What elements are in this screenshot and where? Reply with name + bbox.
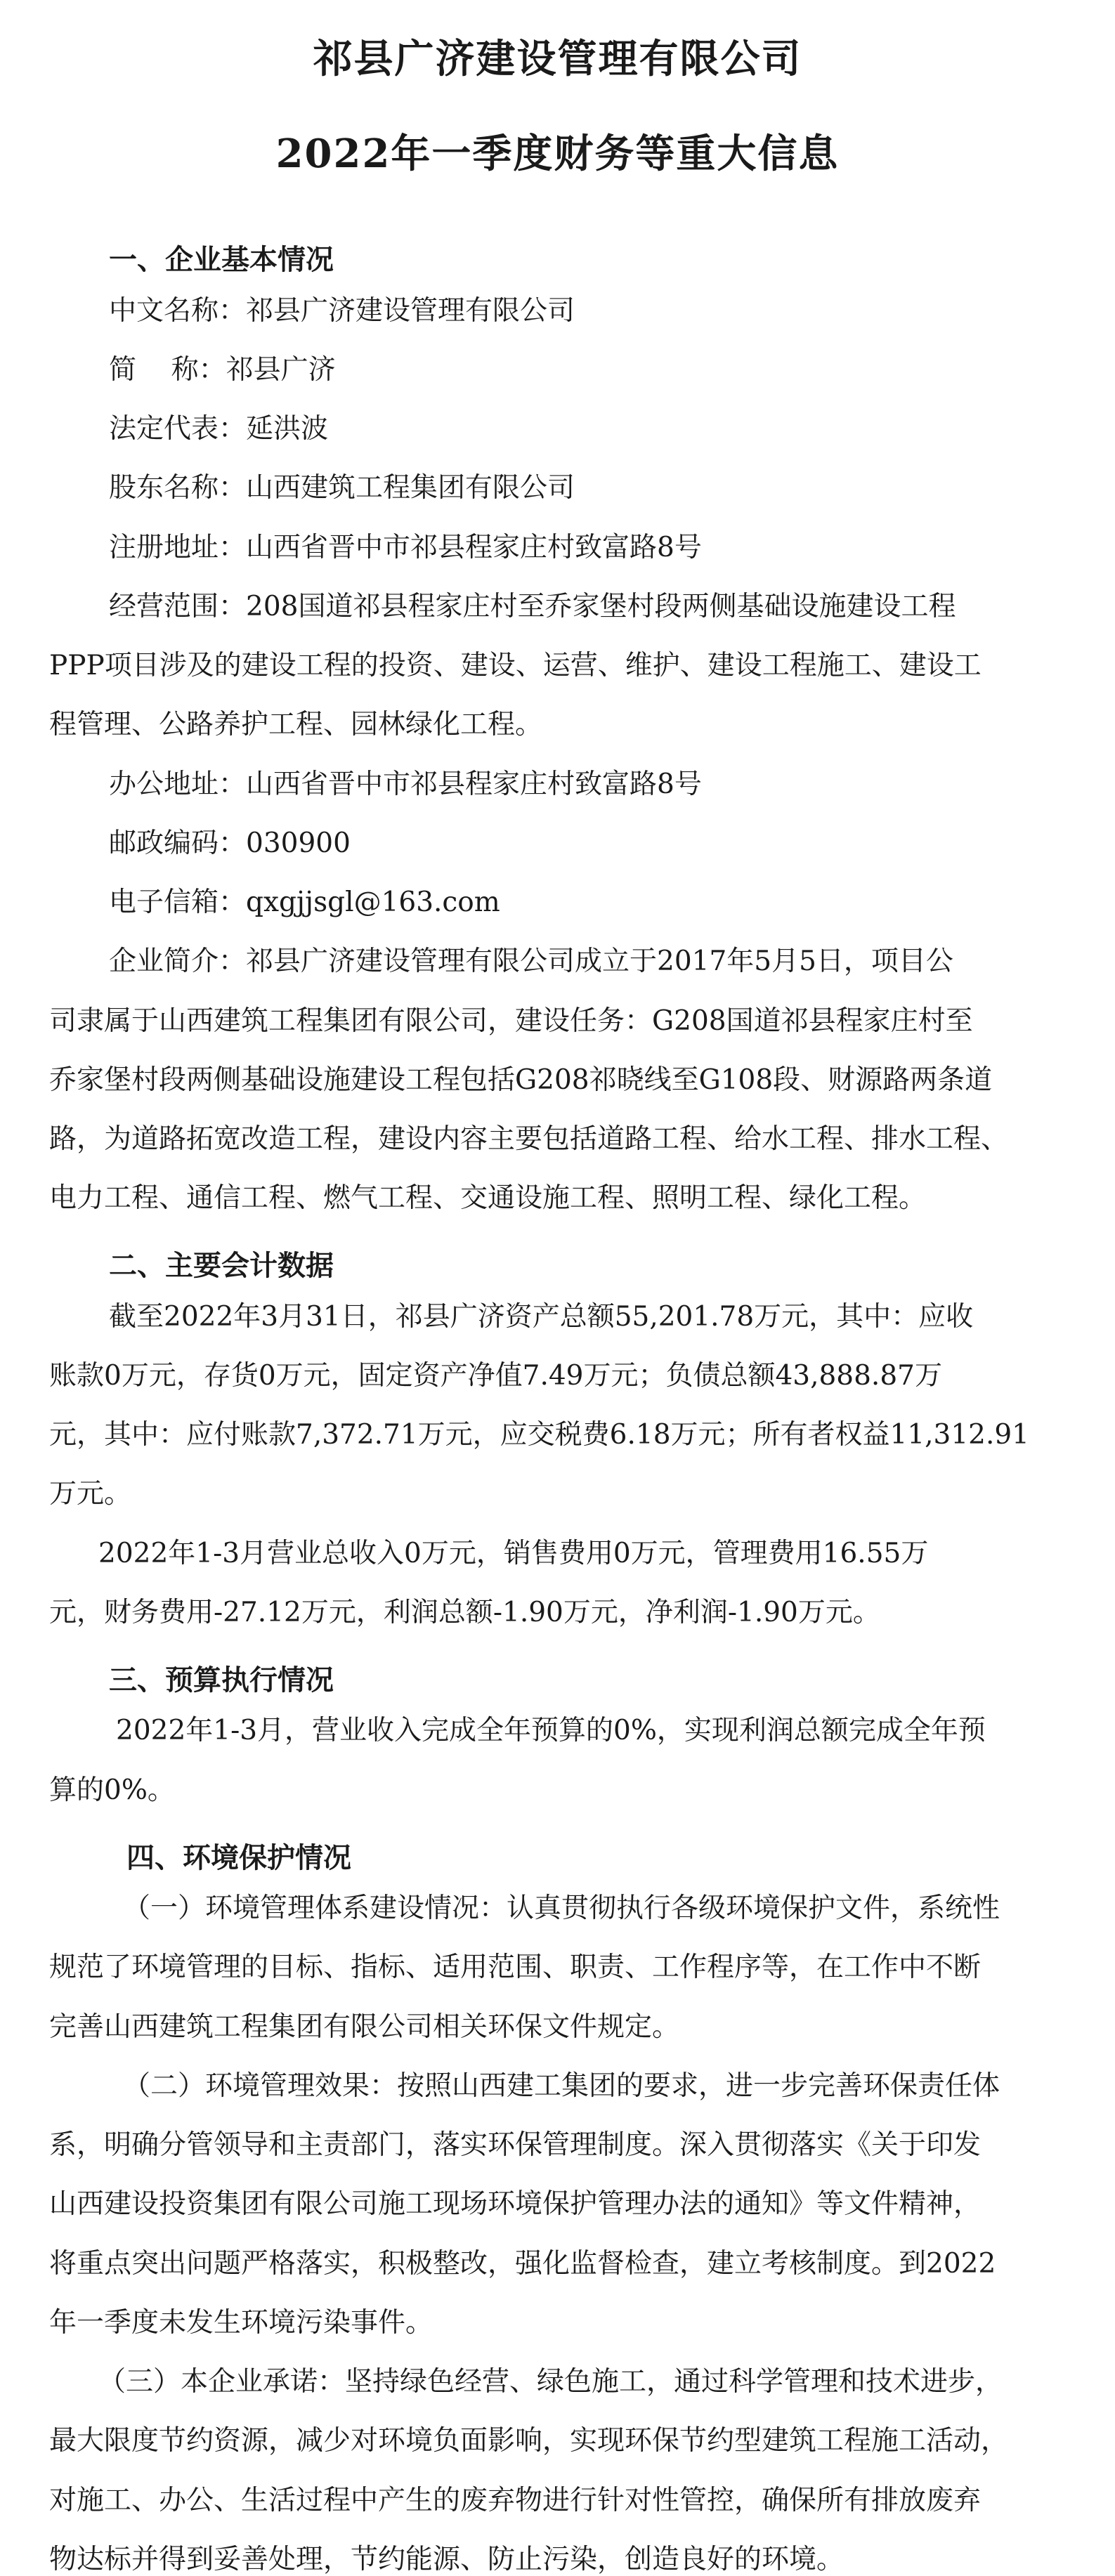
legal-rep-line: 法定代表：延洪波: [109, 413, 329, 445]
env-p3-line-1: （三）本企业承诺：坚持绿色经营、绿色施工，通过科学管理和技术进步，: [98, 2366, 1003, 2398]
shareholder-line: 股东名称：山西建筑工程集团有限公司: [109, 472, 575, 504]
section-heading-accounting: 二、主要会计数据: [109, 1250, 334, 1282]
accounting-line-4: 万元。: [49, 1478, 132, 1510]
accounting-line-1: 截至2022年3月31日，祁县广济资产总额55,201.78万元，其中：应收: [109, 1301, 974, 1333]
reg-address-line: 注册地址：山西省晋中市祁县程家庄村致富路8号: [109, 532, 702, 563]
intro-line-4: 路，为道路拓宽改造工程，建设内容主要包括道路工程、给水工程、排水工程、: [49, 1123, 1009, 1155]
env-p1-line-1: （一）环境管理体系建设情况：认真贯彻执行各级环境保护文件，系统性: [123, 1892, 1000, 1924]
scope-line-2: PPP项目涉及的建设工程的投资、建设、运营、维护、建设工程施工、建设工: [49, 650, 982, 681]
env-p2-line-2: 系，明确分管领导和主责部门，落实环保管理制度。深入贯彻落实《关于印发: [49, 2129, 982, 2161]
intro-line-2: 司隶属于山西建筑工程集团有限公司，建设任务：G208国道祁县程家庄村至: [49, 1005, 973, 1037]
scope-line-1: 经营范围：208国道祁县程家庄村至乔家堡村段两侧基础设施建设工程: [109, 591, 956, 622]
section-heading-environment: 四、环境保护情况: [126, 1842, 351, 1874]
scope-line-3: 程管理、公路养护工程、园林绿化工程。: [49, 709, 543, 740]
env-p2-line-1: （二）环境管理效果：按照山西建工集团的要求，进一步完善环保责任体: [123, 2070, 1000, 2102]
env-p3-line-2: 最大限度节约资源，减少对环境负面影响，实现环保节约型建筑工程施工活动，: [49, 2425, 1009, 2457]
document-title: 祁县广济建设管理有限公司: [313, 36, 802, 82]
budget-line-1: 2022年1-3月，营业收入完成全年预算的0%，实现利润总额完成全年预: [116, 1715, 986, 1746]
postcode-line: 邮政编码：030900: [109, 828, 351, 859]
accounting-line-3: 元，其中：应付账款7,372.71万元，应交税费6.18万元；所有者权益11,312.91: [49, 1419, 1029, 1451]
env-p1-line-3: 完善山西建筑工程集团有限公司相关环保文件规定。: [49, 2011, 680, 2043]
accounting-line-2: 账款0万元，存货0万元，固定资产净值7.49万元；负债总额43,888.87万: [49, 1360, 942, 1392]
intro-line-5: 电力工程、通信工程、燃气工程、交通设施工程、照明工程、绿化工程。: [49, 1182, 927, 1214]
document-subtitle: 2022年一季度财务等重大信息: [275, 131, 840, 177]
budget-line-2: 算的0%。: [49, 1774, 175, 1806]
income-line-2: 元，财务费用-27.12万元，利润总额-1.90万元，净利润-1.90万元。: [49, 1597, 880, 1628]
env-p3-line-3: 对施工、办公、生活过程中产生的废弃物进行针对性管控，确保所有排放废弃: [49, 2485, 982, 2516]
short-name-line: 简 称：祁县广济: [109, 354, 336, 386]
chinese-name-line: 中文名称：祁县广济建设管理有限公司: [109, 295, 575, 327]
email-line: 电子信箱：qxgjjsgl@163.com: [109, 887, 500, 918]
env-p1-line-2: 规范了环境管理的目标、指标、适用范围、职责、工作程序等，在工作中不断: [49, 1951, 982, 1983]
office-address-line: 办公地址：山西省晋中市祁县程家庄村致富路8号: [109, 769, 702, 800]
env-p2-line-5: 年一季度未发生环境污染事件。: [49, 2307, 433, 2339]
intro-line-1: 企业简介：祁县广济建设管理有限公司成立于2017年5月5日，项目公: [109, 946, 953, 977]
env-p3-line-4: 物达标并得到妥善处理，节约能源、防止污染，创造良好的环境。: [49, 2544, 845, 2575]
intro-line-3: 乔家堡村段两侧基础设施建设工程包括G208祁晓线至G108段、财源路两条道: [49, 1064, 993, 1096]
section-heading-budget: 三、预算执行情况: [109, 1664, 334, 1696]
env-p2-line-3: 山西建设投资集团有限公司施工现场环境保护管理办法的通知》等文件精神，: [49, 2188, 982, 2220]
section-heading-basic-info: 一、企业基本情况: [109, 244, 334, 276]
env-p2-line-4: 将重点突出问题严格落实，积极整改，强化监督检查，建立考核制度。到2022: [49, 2248, 996, 2280]
income-line-1: 2022年1-3月营业总收入0万元，销售费用0万元，管理费用16.55万: [98, 1538, 929, 1569]
